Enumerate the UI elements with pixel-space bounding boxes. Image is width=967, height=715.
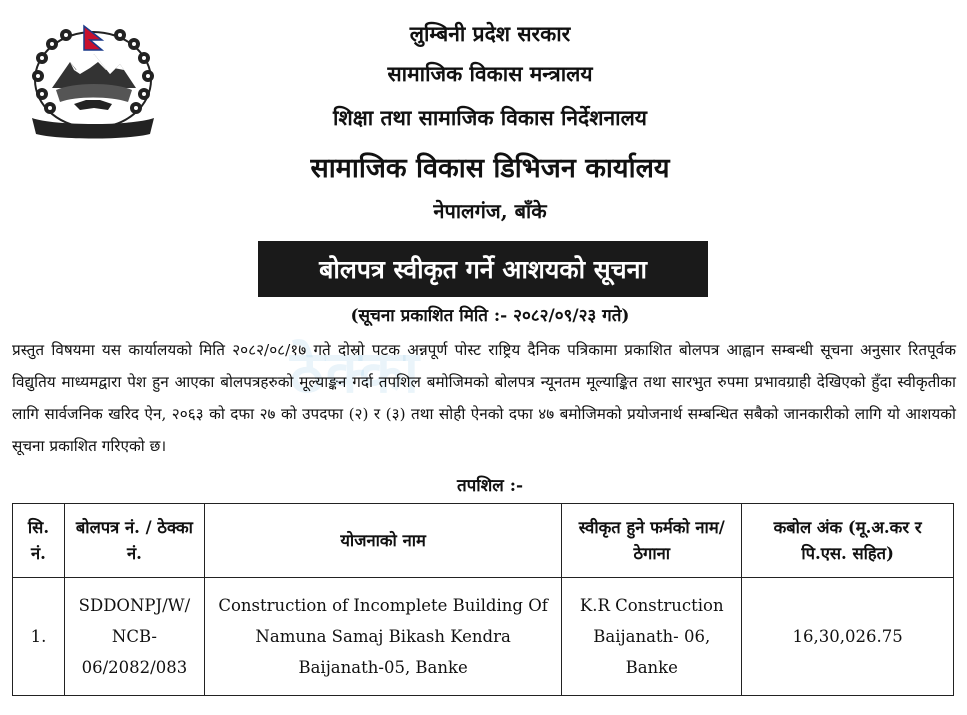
publication-date: (सूचना प्रकाशित मिति :- २०८२/०९/२३ गते) bbox=[350, 306, 630, 326]
directorate-heading: शिक्षा तथा सामाजिक विकास निर्देशनालय bbox=[333, 105, 647, 130]
header-firm-name-address: स्वीकृत हुने फर्मको नाम/ठेगाना bbox=[562, 504, 742, 578]
nepal-government-emblem-icon bbox=[24, 24, 162, 142]
cell-bid-amount: 16,30,026.75 bbox=[742, 578, 954, 696]
notice-title-banner: बोलपत्र स्वीकृत गर्ने आशयको सूचना bbox=[258, 241, 708, 297]
schedule-heading: तपशिल :- bbox=[456, 476, 524, 496]
cell-firm-name-address: K.R Construction Baijanath- 06, Banke bbox=[562, 578, 742, 696]
table-row bbox=[13, 578, 954, 696]
ministry-heading: सामाजिक विकास मन्त्रालय bbox=[387, 61, 593, 86]
watermark-text: ठेक्का bbox=[290, 338, 421, 406]
province-government-heading: लुम्बिनी प्रदेश सरकार bbox=[409, 21, 571, 46]
header-bid-number: बोलपत्र नं. / ठेक्का नं. bbox=[64, 504, 204, 578]
cell-project-name: Construction of Incomplete Building Of Namuna Samaj Bikash Kendra Baijanath-05, Banke bbox=[204, 578, 561, 696]
table-header-row bbox=[13, 504, 954, 578]
header-bid-amount: कबोल अंक (मू.अ.कर र पि.एस. सहित) bbox=[742, 504, 954, 578]
cell-serial-number: 1. bbox=[13, 578, 65, 696]
header-serial-number: सि. नं. bbox=[13, 504, 65, 578]
notice-body-paragraph: प्रस्तुत विषयमा यस कार्यालयको मिति २०८२/०८/१७ गते दोस्रो पटक अन्नपूर्ण पोस्ट राष्ट्रिय दैनिक पत्रिकामा प्रकाशित बोलपत्र आह्वान सम्बन्धी सूचना अनुसार रितपूर्वक विद्युतिय माध्यमद्वारा पेश हुन आएका बोलपत्रहरुको मूल्याङ्कन गर्दा तपशिल बमोजिमको बोलपत्र न्यूनतम मूल्याङ्कित तथा सारभुत रुपमा प्रभावग्राही देखिएको हुँदा स्वीकृतीका लागि सार्वजनिक खरिद ऐन, २०६३ को दफा २७ को उपदफा (२) र (३) तथा सोही ऐनको दफा ४७ बमोजिमको प्रयोजनार्थ सम्बन्धित सबैको जानकारीको लागि यो आशयको सूचना प्रकाशित गरिएको छ। bbox=[12, 341, 956, 455]
cell-bid-number: SDDONPJ/W/ NCB-06/2082/083 bbox=[64, 578, 204, 696]
tender-table bbox=[12, 503, 954, 696]
office-location: नेपालगंज, बाँके bbox=[433, 199, 547, 223]
header-project-name: योजनाको नाम bbox=[204, 504, 561, 578]
office-heading: सामाजिक विकास डिभिजन कार्यालय bbox=[310, 153, 670, 184]
